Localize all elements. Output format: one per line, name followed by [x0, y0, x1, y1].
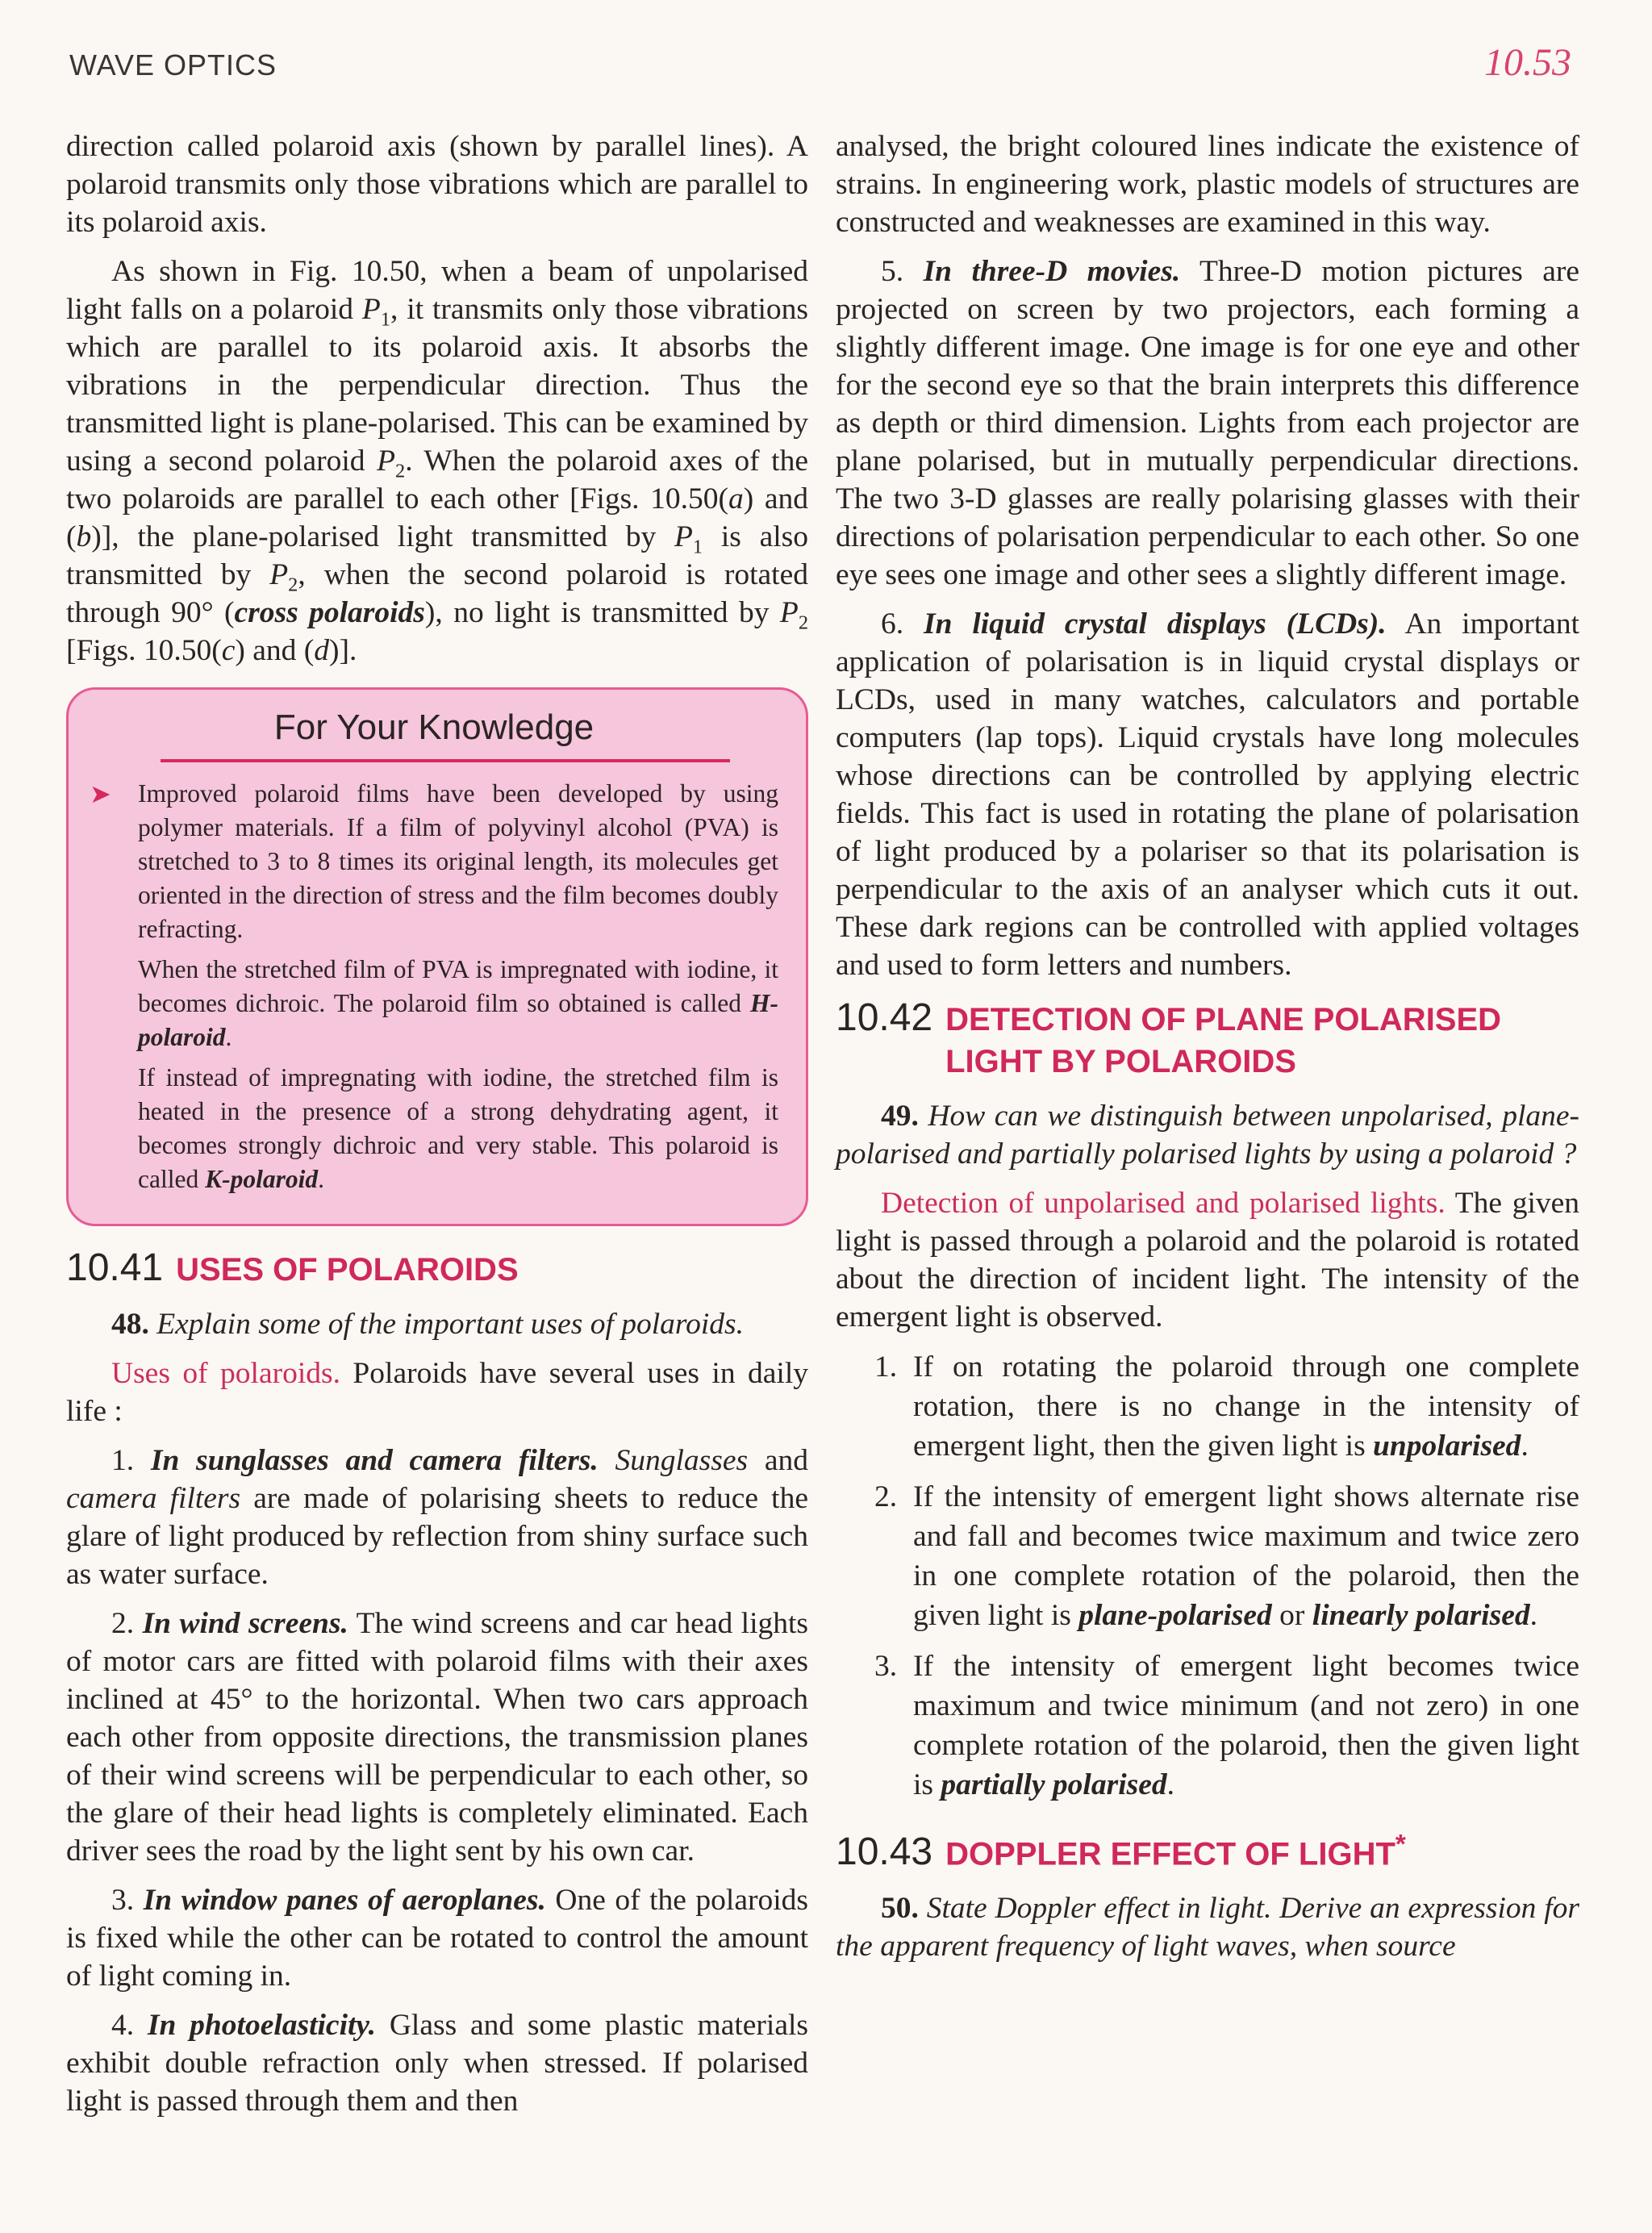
section-title: DOPPLER EFFECT OF LIGHT* — [945, 1830, 1406, 1872]
list-item: 1. If on rotating the polaroid through one complete rotation, there is no change in the intensity of emergent light, then the given light is unpolarised. — [874, 1350, 1579, 1463]
section-heading-10-43 — [836, 1824, 1579, 1875]
footnote-marker: * — [1395, 1830, 1406, 1859]
divider — [161, 759, 730, 762]
section-heading-10-42 — [836, 995, 1579, 1083]
knowledge-text: Improved polaroid films have been developed by using polymer materials. If a film of polyvinyl alcohol (PVA) is stretched to 3 to 8 times its original length, its molecules get oriented in the direction of stress and the film becomes doubly refracting. — [138, 779, 778, 943]
running-header-title: WAVE OPTICS — [69, 48, 277, 81]
knowledge-text: When the stretched film of PVA is impregnated with iodine, it becomes dichroic. The polaroid film so obtained is called H-polaroid. — [138, 955, 778, 1051]
section-number: 10.43 — [836, 1830, 933, 1874]
paragraph: analysed, the bright coloured lines indicate the existence of strains. In engineering work, plastic models of structures are constructed and weaknesses are examined in this way. — [836, 130, 1579, 239]
section-heading-10-41 — [66, 1246, 808, 1291]
use-item-5: 5. In three-D movies. Three-D motion pictures are projected on screen by two projectors, each forming a slightly different image. One image is for one eye and other for the second eye so that the brain interprets this difference as depth or third dimension. Lights from each projector are plane polarised, but in mutually perpendicular directions. The two 3-D glasses are really polarising glasses with their directions of polarisation perpendicular to each other. So one eye sees one image and other sees a slightly different image. — [836, 255, 1579, 591]
knowledge-text: If instead of impregnating with iodine, the stretched film is heated in the presence of a strong dehydrating agent, it becomes strongly dichroic and very stable. This polaroid is called K-polaroid. — [138, 1063, 778, 1193]
use-item-3: 3. In window panes of aeroplanes. One of the polaroids is fixed while the other can be rotated to control the amount of light coming in. — [66, 1884, 808, 1993]
arrow-bullet-icon: ➤ — [90, 779, 111, 808]
question-49: 49. How can we distinguish between unpolarised, plane-polarised and partially polarised lights by using a polaroid ? — [836, 1100, 1580, 1171]
right-column — [836, 127, 1579, 1976]
section-number: 10.42 — [836, 996, 933, 1039]
section-title: DETECTION OF PLANE POLARISED LIGHT BY POLAROIDS — [945, 1002, 1502, 1079]
paragraph: Detection of unpolarised and polarised lights. The given light is passed through a polaroid and the polaroid is rotated about the direction of incident light. The intensity of the emergent light is observed. — [836, 1187, 1580, 1334]
paragraph: direction called polaroid axis (shown by parallel lines). A polaroid transmits only those vibrations which are parallel to its polaroid axis. — [66, 130, 808, 239]
knowledge-box — [66, 687, 808, 1226]
use-item-1: 1. In sunglasses and camera filters. Sunglasses and camera filters are made of polarising sheets to reduce the glare of light produced by reflection from shiny surface such as water surface. — [66, 1444, 809, 1591]
question-50: 50. State Doppler effect in light. Derive an expression for the apparent frequency of light waves, when source — [836, 1892, 1579, 1964]
paragraph: Uses of polaroids. Polaroids have several uses in daily life : — [66, 1357, 809, 1428]
list-item: 2. If the intensity of emergent light shows alternate rise and fall and becomes twice maximum and twice zero in one complete rotation of the polaroid, then the given light is plane-polarised or linearly polarised. — [874, 1480, 1579, 1632]
knowledge-box-title: For Your Knowledge — [273, 707, 594, 747]
use-item-4: 4. In photoelasticity. Glass and some plastic materials exhibit double refraction only when stressed. If polarised light is passed through them and then — [66, 2009, 808, 2118]
left-column — [66, 127, 808, 2131]
list-item: 3. If the intensity of emergent light becomes twice maximum and twice minimum (and not zero) in one complete rotation of the polaroid, then the given light is partially polarised. — [874, 1650, 1579, 1801]
section-title: USES OF POLAROIDS — [176, 1252, 519, 1288]
use-item-2: 2. In wind screens. The wind screens and car head lights of motor cars are fitted with polaroid films with their axes inclined at 45° to the horizontal. When two cars approach each other from opposite directions, the transmission planes of their wind screens will be perpendicular to each other, so the glare of their head lights is completely eliminated. Each driver sees the road by the light sent by his own car. — [66, 1607, 809, 1868]
paragraph: As shown in Fig. 10.50, when a beam of unpolarised light falls on a polaroid $P_1$, it transmits only those vibrations which are parallel to its polaroid axis. It absorbs the vibrations in the perpendicular direction. Thus the transmitted light is plane-polarised. This can be examined by using a second polaroid $P_2$. When the polaroid axes of the two polaroids are parallel to each other [Figs. 10.50(a) and (b)], the plane-polarised light transmitted by $P_1$ is also transmitted by $P_2$, when the second polaroid is rotated through 90° (cross polaroids), no light is transmitted by $P_2$ [Figs. 10.50(c) and (d)]. — [66, 255, 808, 667]
page-number: 10.53 — [1484, 41, 1571, 84]
section-number: 10.41 — [66, 1246, 164, 1289]
question-48: 48. Explain some of the important uses of polaroids. — [111, 1308, 745, 1341]
knowledge-bullet — [90, 777, 778, 953]
use-item-6: 6. In liquid crystal displays (LCDs). An important application of polarisation is in liquid crystal displays or LCDs, used in many watches, calculators and portable computers (lap tops). Liquid crystals have long molecules whose directions can be controlled by applying electric fields. This fact is used in rotating the plane of polarisation of light produced by a polariser so that its polarisation is perpendicular to the axis of an analyser which cuts it out. These dark regions can be controlled with applied voltages and used to form letters and numbers. — [836, 607, 1579, 982]
